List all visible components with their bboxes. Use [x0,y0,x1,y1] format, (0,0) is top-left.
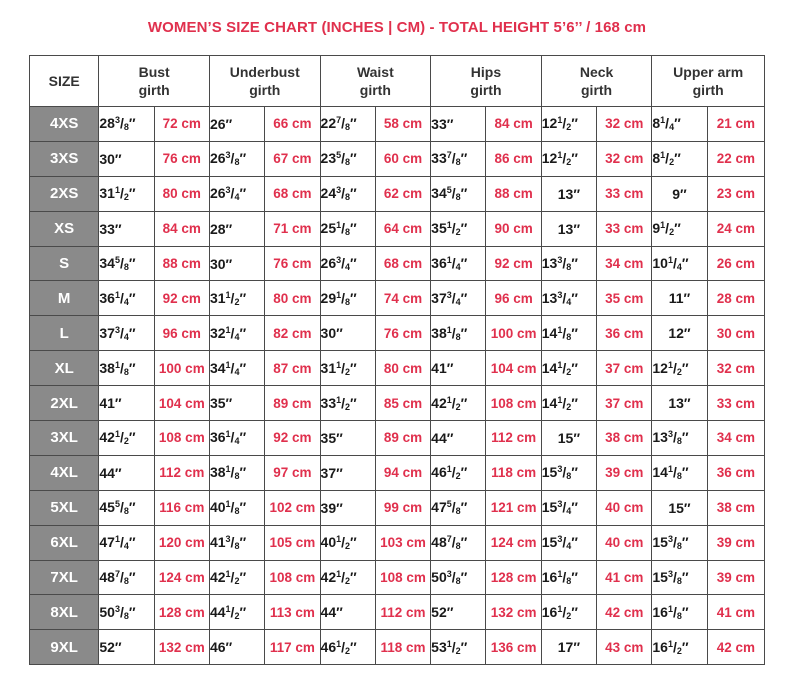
measure-column-header [99,56,210,107]
inch-value: $46^1/_2''$ [431,455,486,490]
inch-value: 44″ [320,595,375,630]
cm-value: 33 cm [597,211,652,246]
cm-value: 100 cm [154,351,209,386]
table-row [30,176,765,211]
inch-value: $38^1/_8''$ [431,316,486,351]
cm-value: 33 cm [597,176,652,211]
inch-value: $23^5/_8''$ [320,141,375,176]
inch-value: 35″ [320,421,375,456]
inch-value: $48^7/_8''$ [431,525,486,560]
cm-value: 26 cm [707,246,764,281]
inch-value: $38^1/_8''$ [209,455,264,490]
cm-value: 74 cm [375,281,430,316]
inch-value: $50^3/_8''$ [99,595,154,630]
cm-value: 80 cm [375,351,430,386]
inch-value: $26^3/_4''$ [320,246,375,281]
cm-value: 94 cm [375,455,430,490]
size-label: 2XL [30,386,99,421]
inch-value: 44″ [99,455,154,490]
cm-value: 76 cm [154,141,209,176]
inch-value: $10^1/_4''$ [652,246,707,281]
cm-value: 22 cm [707,141,764,176]
inch-value: 13″ [652,386,707,421]
cm-value: 100 cm [486,316,541,351]
inch-value: 26″ [209,107,264,142]
inch-value: 30″ [99,141,154,176]
inch-value: $12^1/_2''$ [541,141,596,176]
inch-value: 12″ [652,316,707,351]
cm-value: 23 cm [707,176,764,211]
inch-value: $14^1/_8''$ [652,455,707,490]
cm-value: 41 cm [597,560,652,595]
inch-value: $37^3/_4''$ [431,281,486,316]
cm-value: 132 cm [486,595,541,630]
cm-value: 36 cm [597,316,652,351]
cm-value: 37 cm [597,386,652,421]
inch-value: 44″ [431,421,486,456]
inch-value: $26^3/_4''$ [209,176,264,211]
measure-column-header [431,56,542,107]
header-line-1: Neck [579,64,614,80]
cm-value: 42 cm [707,630,764,665]
inch-value: $26^3/_8''$ [209,141,264,176]
inch-value: $14^1/_2''$ [541,386,596,421]
cm-value: 104 cm [486,351,541,386]
table-row [30,421,765,456]
cm-value: 38 cm [707,490,764,525]
cm-value: 42 cm [597,595,652,630]
inch-value: 15″ [652,490,707,525]
inch-value: $32^1/_4''$ [209,316,264,351]
cm-value: 88 cm [486,176,541,211]
cm-value: 96 cm [486,281,541,316]
inch-value: $38^1/_8''$ [99,351,154,386]
header-line-2: girth [470,82,502,98]
cm-value: 58 cm [375,107,430,142]
cm-value: 96 cm [154,316,209,351]
cm-value: 64 cm [375,211,430,246]
inch-value: 52″ [99,630,154,665]
measure-column-header [652,56,765,107]
inch-value: 30″ [209,246,264,281]
inch-value: 13″ [541,211,596,246]
cm-value: 132 cm [154,630,209,665]
cm-value: 90 cm [486,211,541,246]
inch-value: $34^5/_8''$ [431,176,486,211]
table-row [30,455,765,490]
inch-value: $50^3/_8''$ [431,560,486,595]
cm-value: 71 cm [265,211,320,246]
cm-value: 124 cm [486,525,541,560]
inch-value: $12^1/_2''$ [652,351,707,386]
inch-value: $28^3/_8''$ [99,107,154,142]
cm-value: 82 cm [265,316,320,351]
inch-value: $31^1/_2''$ [99,176,154,211]
cm-value: 32 cm [597,107,652,142]
measure-column-header [320,56,431,107]
size-label: S [30,246,99,281]
cm-value: 67 cm [265,141,320,176]
inch-value: 28″ [209,211,264,246]
size-label: 9XL [30,630,99,665]
cm-value: 118 cm [375,630,430,665]
header-line-1: Hips [470,64,502,80]
cm-value: 87 cm [265,351,320,386]
inch-value: $42^1/_2''$ [99,421,154,456]
cm-value: 39 cm [597,455,652,490]
cm-value: 40 cm [597,525,652,560]
cm-value: 104 cm [154,386,209,421]
header-line-2: girth [692,82,724,98]
inch-value: $31^1/_2''$ [320,351,375,386]
inch-value: 30″ [320,316,375,351]
cm-value: 80 cm [265,281,320,316]
inch-value: $9^1/_2''$ [652,211,707,246]
measure-column-header [209,56,320,107]
cm-value: 80 cm [154,176,209,211]
size-label: XL [30,351,99,386]
cm-value: 128 cm [486,560,541,595]
table-row [30,141,765,176]
table-row [30,595,765,630]
cm-value: 97 cm [265,455,320,490]
table-row [30,525,765,560]
header-line-2: girth [249,82,281,98]
cm-value: 108 cm [265,560,320,595]
cm-value: 84 cm [154,211,209,246]
inch-value: 41″ [431,351,486,386]
size-label: 5XL [30,490,99,525]
cm-value: 34 cm [707,421,764,456]
cm-value: 68 cm [265,176,320,211]
inch-value: 33″ [99,211,154,246]
header-line-2: girth [138,82,170,98]
inch-value: $8^1/_2''$ [652,141,707,176]
size-label: 3XS [30,141,99,176]
cm-value: 89 cm [375,421,430,456]
table-row [30,630,765,665]
cm-value: 120 cm [154,525,209,560]
inch-value: 15″ [541,421,596,456]
inch-value: $40^1/_2''$ [320,525,375,560]
table-row [30,386,765,421]
cm-value: 105 cm [265,525,320,560]
size-label: M [30,281,99,316]
cm-value: 37 cm [597,351,652,386]
inch-value: $53^1/_2''$ [431,630,486,665]
inch-value: $47^1/_4''$ [99,525,154,560]
table-row [30,281,765,316]
cm-value: 41 cm [707,595,764,630]
inch-value: 35″ [209,386,264,421]
cm-value: 112 cm [486,421,541,456]
inch-value: $29^1/_8''$ [320,281,375,316]
header-row [30,56,765,107]
cm-value: 85 cm [375,386,430,421]
size-column-header: SIZE [30,56,99,107]
cm-value: 39 cm [707,525,764,560]
inch-value: $40^1/_8''$ [209,490,264,525]
inch-value: $15^3/_8''$ [652,525,707,560]
cm-value: 99 cm [375,490,430,525]
cm-value: 136 cm [486,630,541,665]
inch-value: $36^1/_4''$ [99,281,154,316]
size-label: 3XL [30,421,99,456]
inch-value: $33^1/_2''$ [320,386,375,421]
inch-value: $25^1/_8''$ [320,211,375,246]
cm-value: 40 cm [597,490,652,525]
cm-value: 32 cm [707,351,764,386]
size-label: L [30,316,99,351]
cm-value: 84 cm [486,107,541,142]
cm-value: 121 cm [486,490,541,525]
inch-value: $13^3/_8''$ [541,246,596,281]
inch-value: $15^3/_8''$ [652,560,707,595]
cm-value: 103 cm [375,525,430,560]
inch-value: 13″ [541,176,596,211]
inch-value: $42^1/_2''$ [320,560,375,595]
cm-value: 108 cm [375,560,430,595]
size-label: 4XL [30,455,99,490]
cm-value: 117 cm [265,630,320,665]
header-line-1: Bust [138,64,170,80]
cm-value: 92 cm [154,281,209,316]
size-label: 2XS [30,176,99,211]
cm-value: 92 cm [486,246,541,281]
cm-value: 24 cm [707,211,764,246]
cm-value: 112 cm [375,595,430,630]
cm-value: 112 cm [154,455,209,490]
inch-value: $16^1/_2''$ [652,630,707,665]
cm-value: 28 cm [707,281,764,316]
inch-value: 41″ [99,386,154,421]
cm-value: 102 cm [265,490,320,525]
inch-value: $22^7/_8''$ [320,107,375,142]
cm-value: 33 cm [707,386,764,421]
inch-value: 33″ [431,107,486,142]
inch-value: $13^3/_8''$ [652,421,707,456]
inch-value: $24^3/_8''$ [320,176,375,211]
cm-value: 108 cm [486,386,541,421]
inch-value: $15^3/_4''$ [541,490,596,525]
inch-value: $42^1/_2''$ [209,560,264,595]
inch-value: $48^7/_8''$ [99,560,154,595]
table-row [30,490,765,525]
cm-value: 92 cm [265,421,320,456]
inch-value: $31^1/_2''$ [209,281,264,316]
size-label: 7XL [30,560,99,595]
cm-value: 62 cm [375,176,430,211]
inch-value: $35^1/_2''$ [431,211,486,246]
inch-value: 37″ [320,455,375,490]
cm-value: 88 cm [154,246,209,281]
chart-title: WOMEN’S SIZE CHART (INCHES | CM) - TOTAL HEIGHT 5’6’’ / 168 cm [147,19,647,36]
table-row [30,316,765,351]
inch-value: 52″ [431,595,486,630]
inch-value: $16^1/_8''$ [541,560,596,595]
inch-value: $41^3/_8''$ [209,525,264,560]
inch-value: 11″ [652,281,707,316]
inch-value: $42^1/_2''$ [431,386,486,421]
cm-value: 68 cm [375,246,430,281]
inch-value: $15^3/_8''$ [541,455,596,490]
cm-value: 39 cm [707,560,764,595]
table-row [30,560,765,595]
inch-value: $16^1/_2''$ [541,595,596,630]
inch-value: $13^3/_4''$ [541,281,596,316]
cm-value: 113 cm [265,595,320,630]
inch-value: $14^1/_8''$ [541,316,596,351]
cm-value: 35 cm [597,281,652,316]
header-line-2: girth [359,82,391,98]
size-label: 8XL [30,595,99,630]
cm-value: 43 cm [597,630,652,665]
header-line-1: Waist [356,64,394,80]
cm-value: 36 cm [707,455,764,490]
cm-value: 30 cm [707,316,764,351]
inch-value: $33^7/_8''$ [431,141,486,176]
inch-value: 9″ [652,176,707,211]
cm-value: 76 cm [265,246,320,281]
cm-value: 118 cm [486,455,541,490]
header-line-1: Upper arm [673,64,744,80]
cm-value: 32 cm [597,141,652,176]
inch-value: $12^1/_2''$ [541,107,596,142]
inch-value: $15^3/_4''$ [541,525,596,560]
cm-value: 108 cm [154,421,209,456]
inch-value: $44^1/_2''$ [209,595,264,630]
header-line-1: Underbust [229,64,300,80]
cm-value: 72 cm [154,107,209,142]
inch-value: 46″ [209,630,264,665]
inch-value: $14^1/_2''$ [541,351,596,386]
cm-value: 128 cm [154,595,209,630]
header-line-2: girth [581,82,613,98]
table-row [30,351,765,386]
cm-value: 89 cm [265,386,320,421]
inch-value: 39″ [320,490,375,525]
measure-column-header [541,56,652,107]
inch-value: $16^1/_8''$ [652,595,707,630]
inch-value: $47^5/_8''$ [431,490,486,525]
inch-value: $37^3/_4''$ [99,316,154,351]
inch-value: $46^1/_2''$ [320,630,375,665]
table-row [30,211,765,246]
cm-value: 21 cm [707,107,764,142]
size-label: XS [30,211,99,246]
cm-value: 60 cm [375,141,430,176]
inch-value: 17″ [541,630,596,665]
size-label: 4XS [30,107,99,142]
inch-value: $45^5/_8''$ [99,490,154,525]
cm-value: 38 cm [597,421,652,456]
cm-value: 34 cm [597,246,652,281]
inch-value: $36^1/_4''$ [209,421,264,456]
inch-value: $34^5/_8''$ [99,246,154,281]
cm-value: 116 cm [154,490,209,525]
inch-value: $8^1/_4''$ [652,107,707,142]
size-chart-table [29,55,765,665]
cm-value: 86 cm [486,141,541,176]
table-row [30,246,765,281]
inch-value: $36^1/_4''$ [431,246,486,281]
inch-value: $34^1/_4''$ [209,351,264,386]
cm-value: 66 cm [265,107,320,142]
cm-value: 124 cm [154,560,209,595]
cm-value: 76 cm [375,316,430,351]
table-row [30,107,765,142]
size-label: 6XL [30,525,99,560]
